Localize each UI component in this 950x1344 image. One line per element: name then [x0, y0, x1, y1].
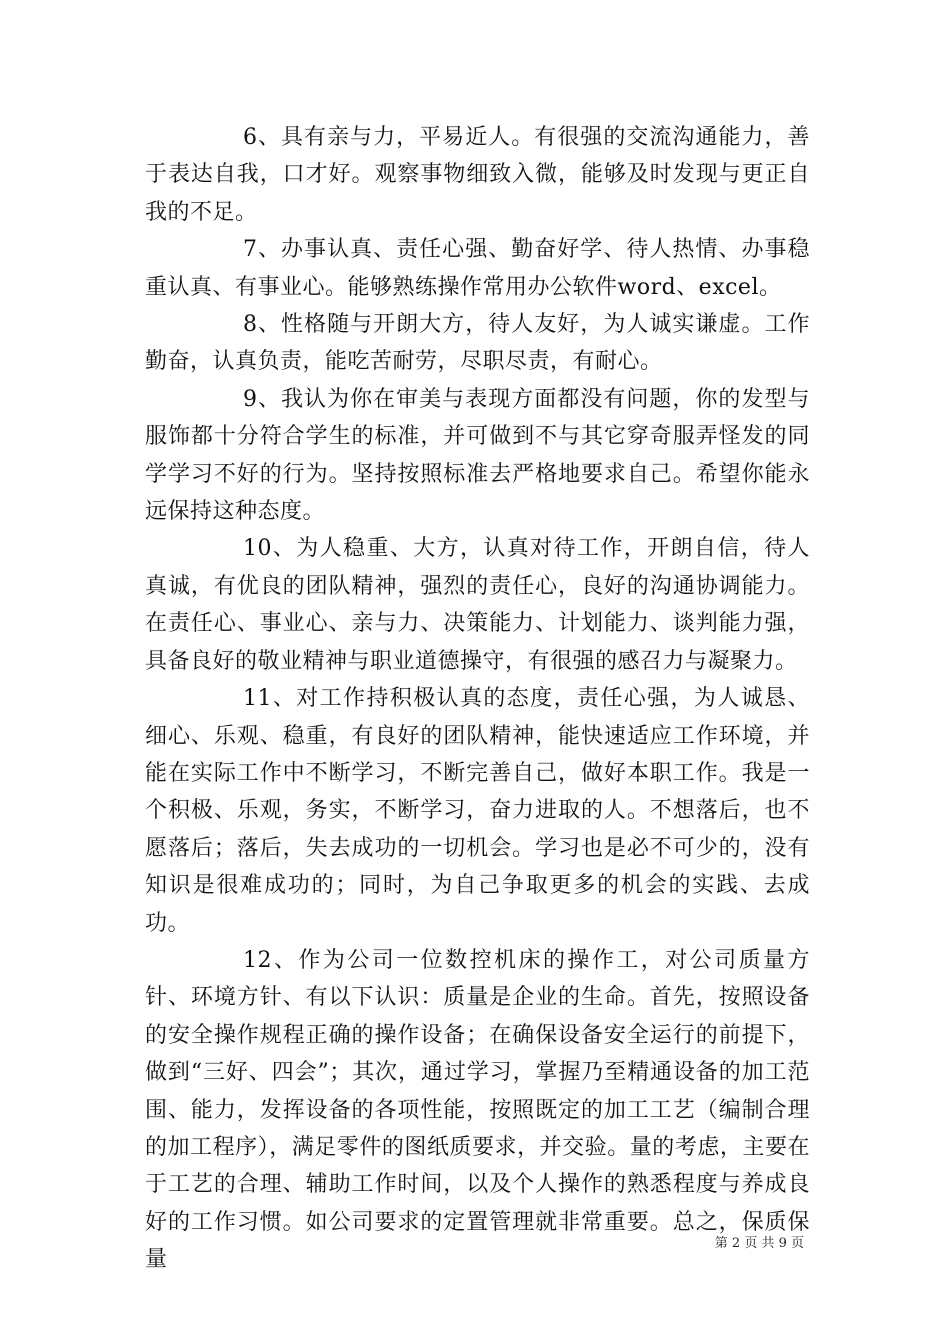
paragraph-9: 9、我认为你在审美与表现方面都没有问题，你的发型与服饰都十分符合学生的标准，并可做到不与其它穿奇服弄怪发的同学学习不好的行为。坚持按照标准去严格地要求自己。希望你能永远保持这种态度。	[145, 386, 810, 525]
paragraph-8: 8、性格随与开朗大方，待人友好，为人诚实谦虚。工作勤奋，认真负责，能吃苦耐劳，尽职尽责，有耐心。	[145, 312, 810, 375]
paragraph-11: 11、对工作持积极认真的态度，责任心强，为人诚恳、细心、乐观、稳重，有良好的团队精神，能快速适应工作环境，并能在实际工作中不断学习，不断完善自己，做好本职工作。我是一个积极、乐观，务实，不断学习，奋力进取的人。不想落后，也不愿落后；落后，失去成功的一切机会。学习也是必不可少的，没有知识是很难成功的；同时，为自己争取更多的机会的实践、去成功。	[145, 686, 810, 936]
body-text	[145, 119, 810, 1279]
paragraph-10: 10、为人稳重、大方，认真对待工作，开朗自信，待人真诚，有优良的团队精神，强烈的责任心，良好的沟通协调能力。在责任心、事业心、亲与力、决策能力、计划能力、谈判能力强，具备良好的敬业精神与职业道德操守，有很强的感召力与凝聚力。	[145, 536, 810, 674]
page-number-footer: 第 2 页 共 9 页	[714, 1236, 804, 1251]
paragraph-12: 12、作为公司一位数控机床的操作工，对公司质量方针、环境方针、有以下认识：质量是企业的生命。首先，按照设备的安全操作规程正确的操作设备；在确保设备安全运行的前提下，做到“三好、四会”；其次，通过学习，掌握乃至精通设备的加工范围、能力，发挥设备的各项性能，按照既定的加工工艺（编制合理的加工程序），满足零件的图纸质要求，并交验。量的考虑，主要在于工艺的合理、辅助工作时间，以及个人操作的熟悉程度与养成良好的工作习惯。如公司要求的定置管理就非常重要。总之，保质保量	[145, 947, 810, 1273]
paragraph-7: 7、办事认真、责任心强、勤奋好学、待人热情、办事稳重认真、有事业心。能够熟练操作常用办公软件word、excel。	[145, 237, 810, 300]
paragraph-6: 6、具有亲与力，平易近人。有很强的交流沟通能力，善于表达自我，口才好。观察事物细致入微，能够及时发现与更正自我的不足。	[145, 125, 810, 225]
